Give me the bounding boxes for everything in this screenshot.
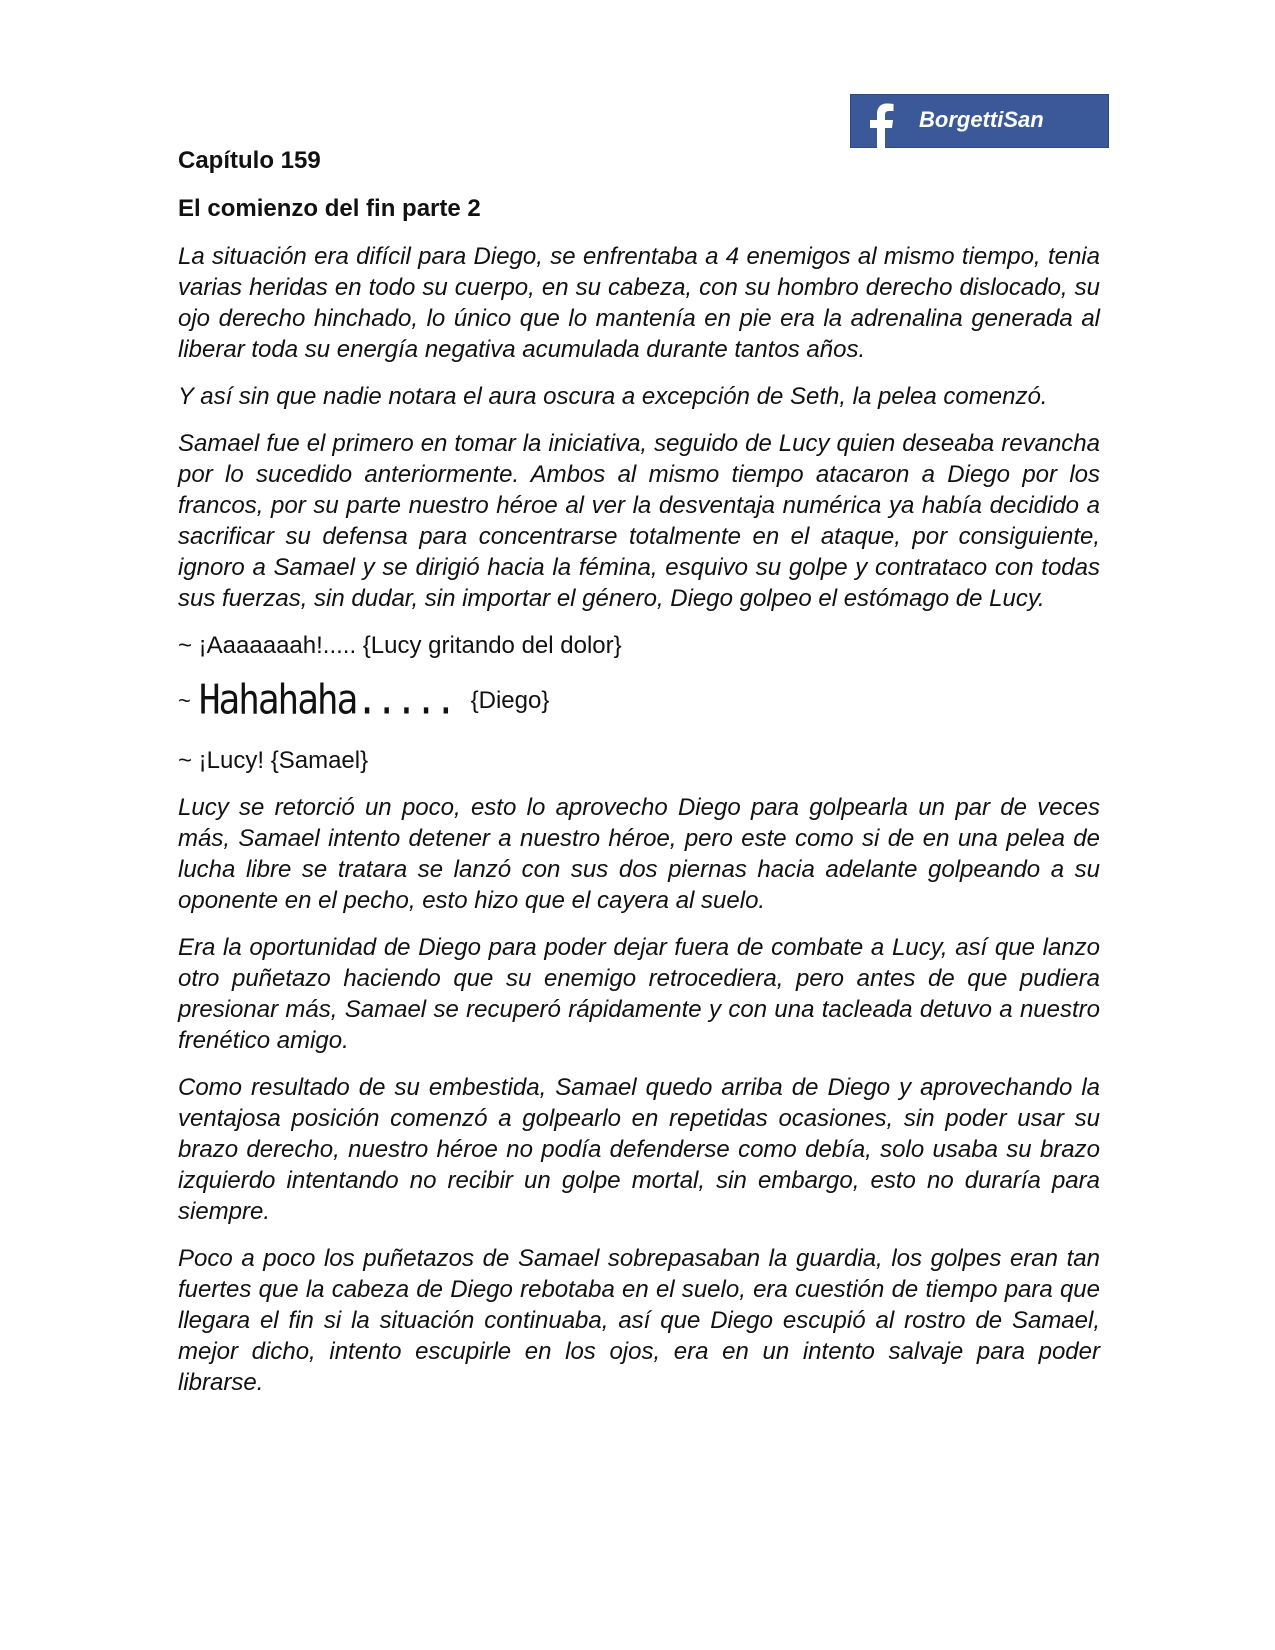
handwritten-laugh: Hahahaha.....: [198, 676, 455, 724]
paragraph: La situación era difícil para Diego, se enfrentaba a 4 enemigos al mismo tiempo, tenia varias heridas en todo su cuerpo, en su cabeza, con su hombro derecho dislocado, su ojo derecho hinchado, lo único que lo mantenía en pie era la adrenalina generada al liberar toda su energía negativa acumulada durante tantos años.: [178, 243, 1100, 363]
dialog-speaker: {Diego}: [470, 686, 550, 714]
paragraph: Samael fue el primero en tomar la iniciativa, seguido de Lucy quien deseaba revancha por lo sucedido anteriormente. Ambos al mismo tiempo atacaron a Diego por los francos, por su parte nuestro héroe al ver la desventaja numérica ya había decidido a sacrificar su defensa para concentrarse totalmente en el ataque, por consiguiente, ignoro a Samael y se dirigió hacia la fémina, esquivo su golpe y contrataco con todas sus fuerzas, sin dudar, sin importar el género, Diego golpeo el estómago de Lucy.: [178, 430, 1100, 612]
facebook-page-name: BorgettiSan: [919, 107, 1044, 132]
dialog-line: ~ ¡Aaaaaaah!..... {Lucy gritando del dolor}: [178, 632, 622, 659]
paragraph: Poco a poco los puñetazos de Samael sobrepasaban la guardia, los golpes eran tan fuertes que la cabeza de Diego rebotaba en el suelo, era cuestión de tiempo para que llegara el fin si la situación continuaba, así que Diego escupió al rostro de Samael, mejor dicho, intento escupirle en los ojos, era en un intento salvaje para poder librarse.: [178, 1245, 1100, 1396]
facebook-icon: [863, 101, 903, 148]
paragraph: Era la oportunidad de Diego para poder dejar fuera de combate a Lucy, así que lanzo otro puñetazo haciendo que su enemigo retrocediera, pero antes de que pudiera presionar más, Samael se recuperó rápidamente y con una tacleada detuvo a nuestro frenético amigo.: [178, 934, 1100, 1054]
facebook-badge[interactable]: [850, 94, 1109, 148]
dialog-line: ~ ¡Lucy! {Samael}: [178, 747, 369, 774]
paragraph: Y así sin que nadie notara el aura oscura a excepción de Seth, la pelea comenzó.: [178, 383, 1048, 410]
dialog-line-handwritten: [178, 677, 1100, 723]
document-body: [178, 145, 1100, 1414]
chapter-title: Capítulo 159: [178, 147, 321, 174]
paragraph: Lucy se retorció un poco, esto lo aprovecho Diego para golpearla un par de veces más, Samael intento detener a nuestro héroe, pero este como si de en una pelea de lucha libre se tratara se lanzó con sus dos piernas hacia adelante golpeando a su oponente en el pecho, esto hizo que el cayera al suelo.: [178, 794, 1100, 914]
dialog-tilde: ~: [178, 687, 191, 713]
chapter-subtitle: El comienzo del fin parte 2: [178, 195, 481, 222]
paragraph: Como resultado de su embestida, Samael quedo arriba de Diego y aprovechando la ventajosa posición comenzó a golpearlo en repetidas ocasiones, sin poder usar su brazo derecho, nuestro héroe no podía defenderse como debía, solo usaba su brazo izquierdo intentando no recibir un golpe mortal, sin embargo, esto no duraría para siempre.: [178, 1074, 1100, 1225]
